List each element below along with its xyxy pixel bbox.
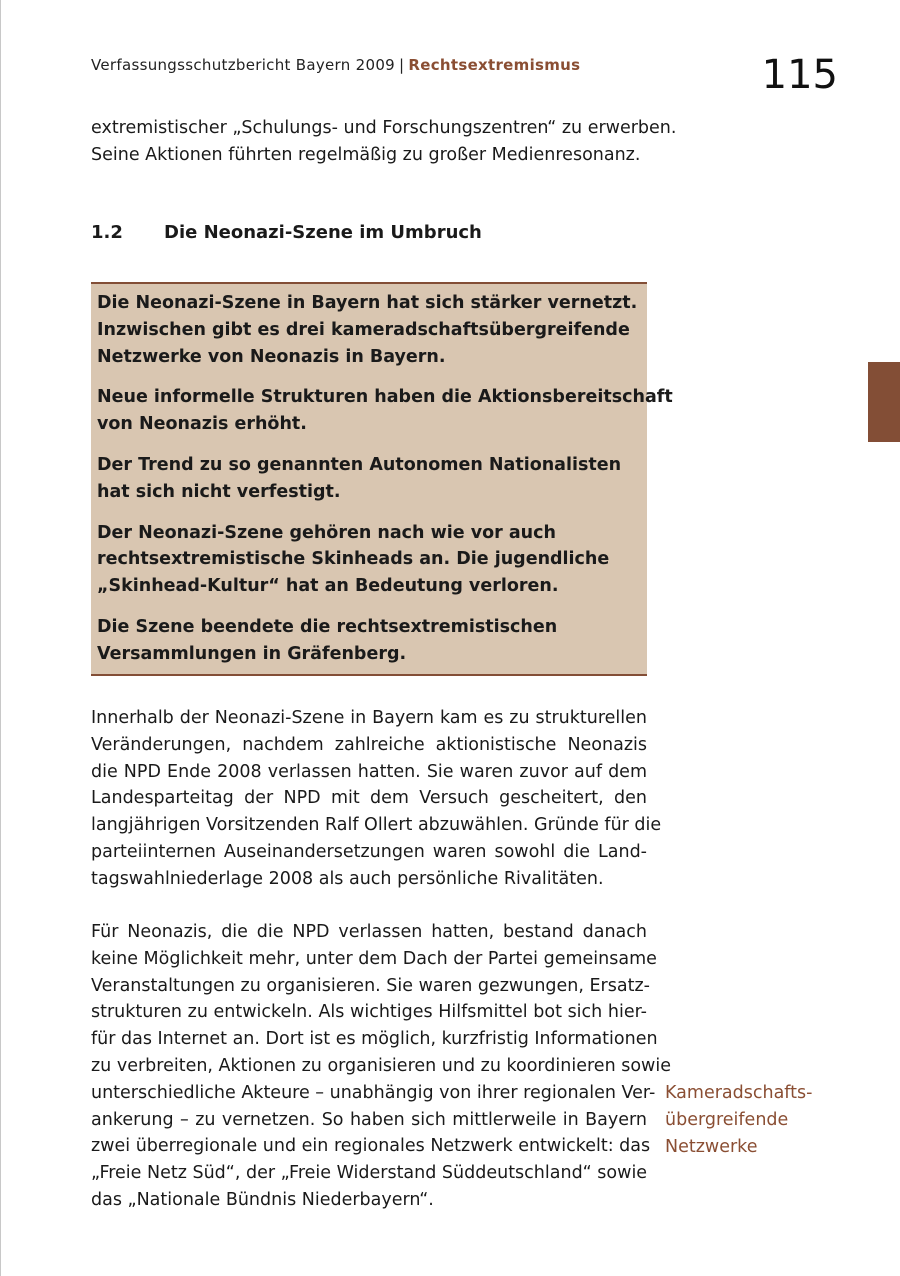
chapter-thumb-tab	[868, 362, 900, 442]
summary-box	[91, 282, 673, 676]
body-line: Für Neonazis, die die NPD verlassen hatten, bestand danach	[91, 922, 647, 942]
body-line: Veranstaltungen zu organisieren. Sie waren gezwungen, Ersatz-	[91, 975, 650, 996]
summary-item	[97, 614, 641, 668]
margin-note-line: Netzwerke	[665, 1136, 758, 1157]
summary-line: Netzwerke von Neonazis in Bayern.	[97, 346, 446, 367]
body-line: langjährigen Vorsitzenden Ralf Ollert abzuwählen. Gründe für die	[91, 815, 662, 836]
margin-note	[665, 1080, 812, 1160]
body-line: ankerung – zu vernetzen. So haben sich mittlerweile in Bayern	[91, 1109, 647, 1130]
body-line: das „Nationale Bündnis Niederbayern“.	[91, 1189, 434, 1210]
body-line: Landesparteitag der NPD mit dem Versuch gescheitert, den	[91, 788, 647, 809]
body-line: unterschiedliche Akteure – unabhängig von ihrer regionalen Ver-	[91, 1082, 656, 1103]
page-number: 115	[761, 52, 838, 98]
body-line: die NPD Ende 2008 verlassen hatten. Sie waren zuvor auf dem	[91, 761, 647, 782]
intro-paragraph	[91, 115, 677, 169]
body-line: keine Möglichkeit mehr, unter dem Dach der Partei gemeinsame	[91, 948, 657, 969]
section-number: 1.2	[91, 222, 123, 243]
section-heading	[91, 222, 482, 243]
summary-item	[97, 520, 641, 600]
intro-line: extremistischer „Schulungs- und Forschungszentren“ zu erwerben.	[91, 118, 677, 138]
summary-line: „Skinhead-Kultur“ hat an Bedeutung verloren.	[97, 576, 559, 597]
body-line: „Freie Netz Süd“, der „Freie Widerstand Süddeutschland“ sowie	[91, 1163, 648, 1184]
body-line: zwei überregionale und ein regionales Netzwerk entwickelt: das	[91, 1136, 651, 1157]
summary-line: Versammlungen in Gräfenberg.	[97, 643, 407, 664]
body-line: strukturen zu entwickeln. Als wichtiges Hilfsmittel bot sich hier-	[91, 1002, 647, 1023]
body-line: Innerhalb der Neonazi-Szene in Bayern kam es zu strukturellen	[91, 708, 647, 728]
header-publication: Verfassungsschutzbericht Bayern 2009	[91, 56, 396, 74]
summary-line: Die Neonazi-Szene in Bayern hat sich stärker vernetzt.	[97, 293, 638, 313]
summary-line: Inzwischen gibt es drei kameradschaftsübergreifende	[97, 319, 630, 340]
summary-line: Der Trend zu so genannten Autonomen Nationalisten	[97, 454, 622, 475]
summary-item	[97, 452, 641, 506]
margin-note-line: übergreifende	[665, 1109, 789, 1130]
header-separator: |	[399, 56, 405, 74]
summary-item	[97, 384, 673, 438]
body-line: parteiinternen Auseinandersetzungen waren sowohl die Land-	[91, 841, 647, 862]
summary-line: hat sich nicht verfestigt.	[97, 481, 341, 502]
section-title: Die Neonazi-Szene im Umbruch	[164, 222, 482, 243]
summary-line: Neue informelle Strukturen haben die Aktionsbereitschaft	[97, 387, 673, 408]
page-edge-rule	[0, 0, 1, 1276]
summary-line: rechtsextremistische Skinheads an. Die jugendliche	[97, 549, 610, 570]
body-line: für das Internet an. Dort ist es möglich, kurzfristig Informationen	[91, 1029, 658, 1050]
body-paragraph-2	[91, 919, 671, 1214]
body-paragraph-1	[91, 705, 662, 893]
body-line: tagswahlniederlage 2008 als auch persönliche Rivalitäten.	[91, 868, 604, 889]
summary-line: Der Neonazi-Szene gehören nach wie vor auch	[97, 522, 556, 543]
summary-line: von Neonazis erhöht.	[97, 414, 307, 435]
header-section: Rechtsextremismus	[408, 56, 581, 74]
summary-line: Die Szene beendete die rechtsextremistischen	[97, 616, 558, 637]
body-line: zu verbreiten, Aktionen zu organisieren und zu koordinieren sowie	[91, 1055, 671, 1076]
running-header	[91, 56, 580, 74]
body-line: Veränderungen, nachdem zahlreiche aktionistische Neonazis	[91, 734, 647, 755]
margin-note-line: Kameradschafts-	[665, 1083, 813, 1103]
summary-item	[97, 290, 641, 370]
intro-line: Seine Aktionen führten regelmäßig zu großer Medienresonanz.	[91, 144, 641, 165]
